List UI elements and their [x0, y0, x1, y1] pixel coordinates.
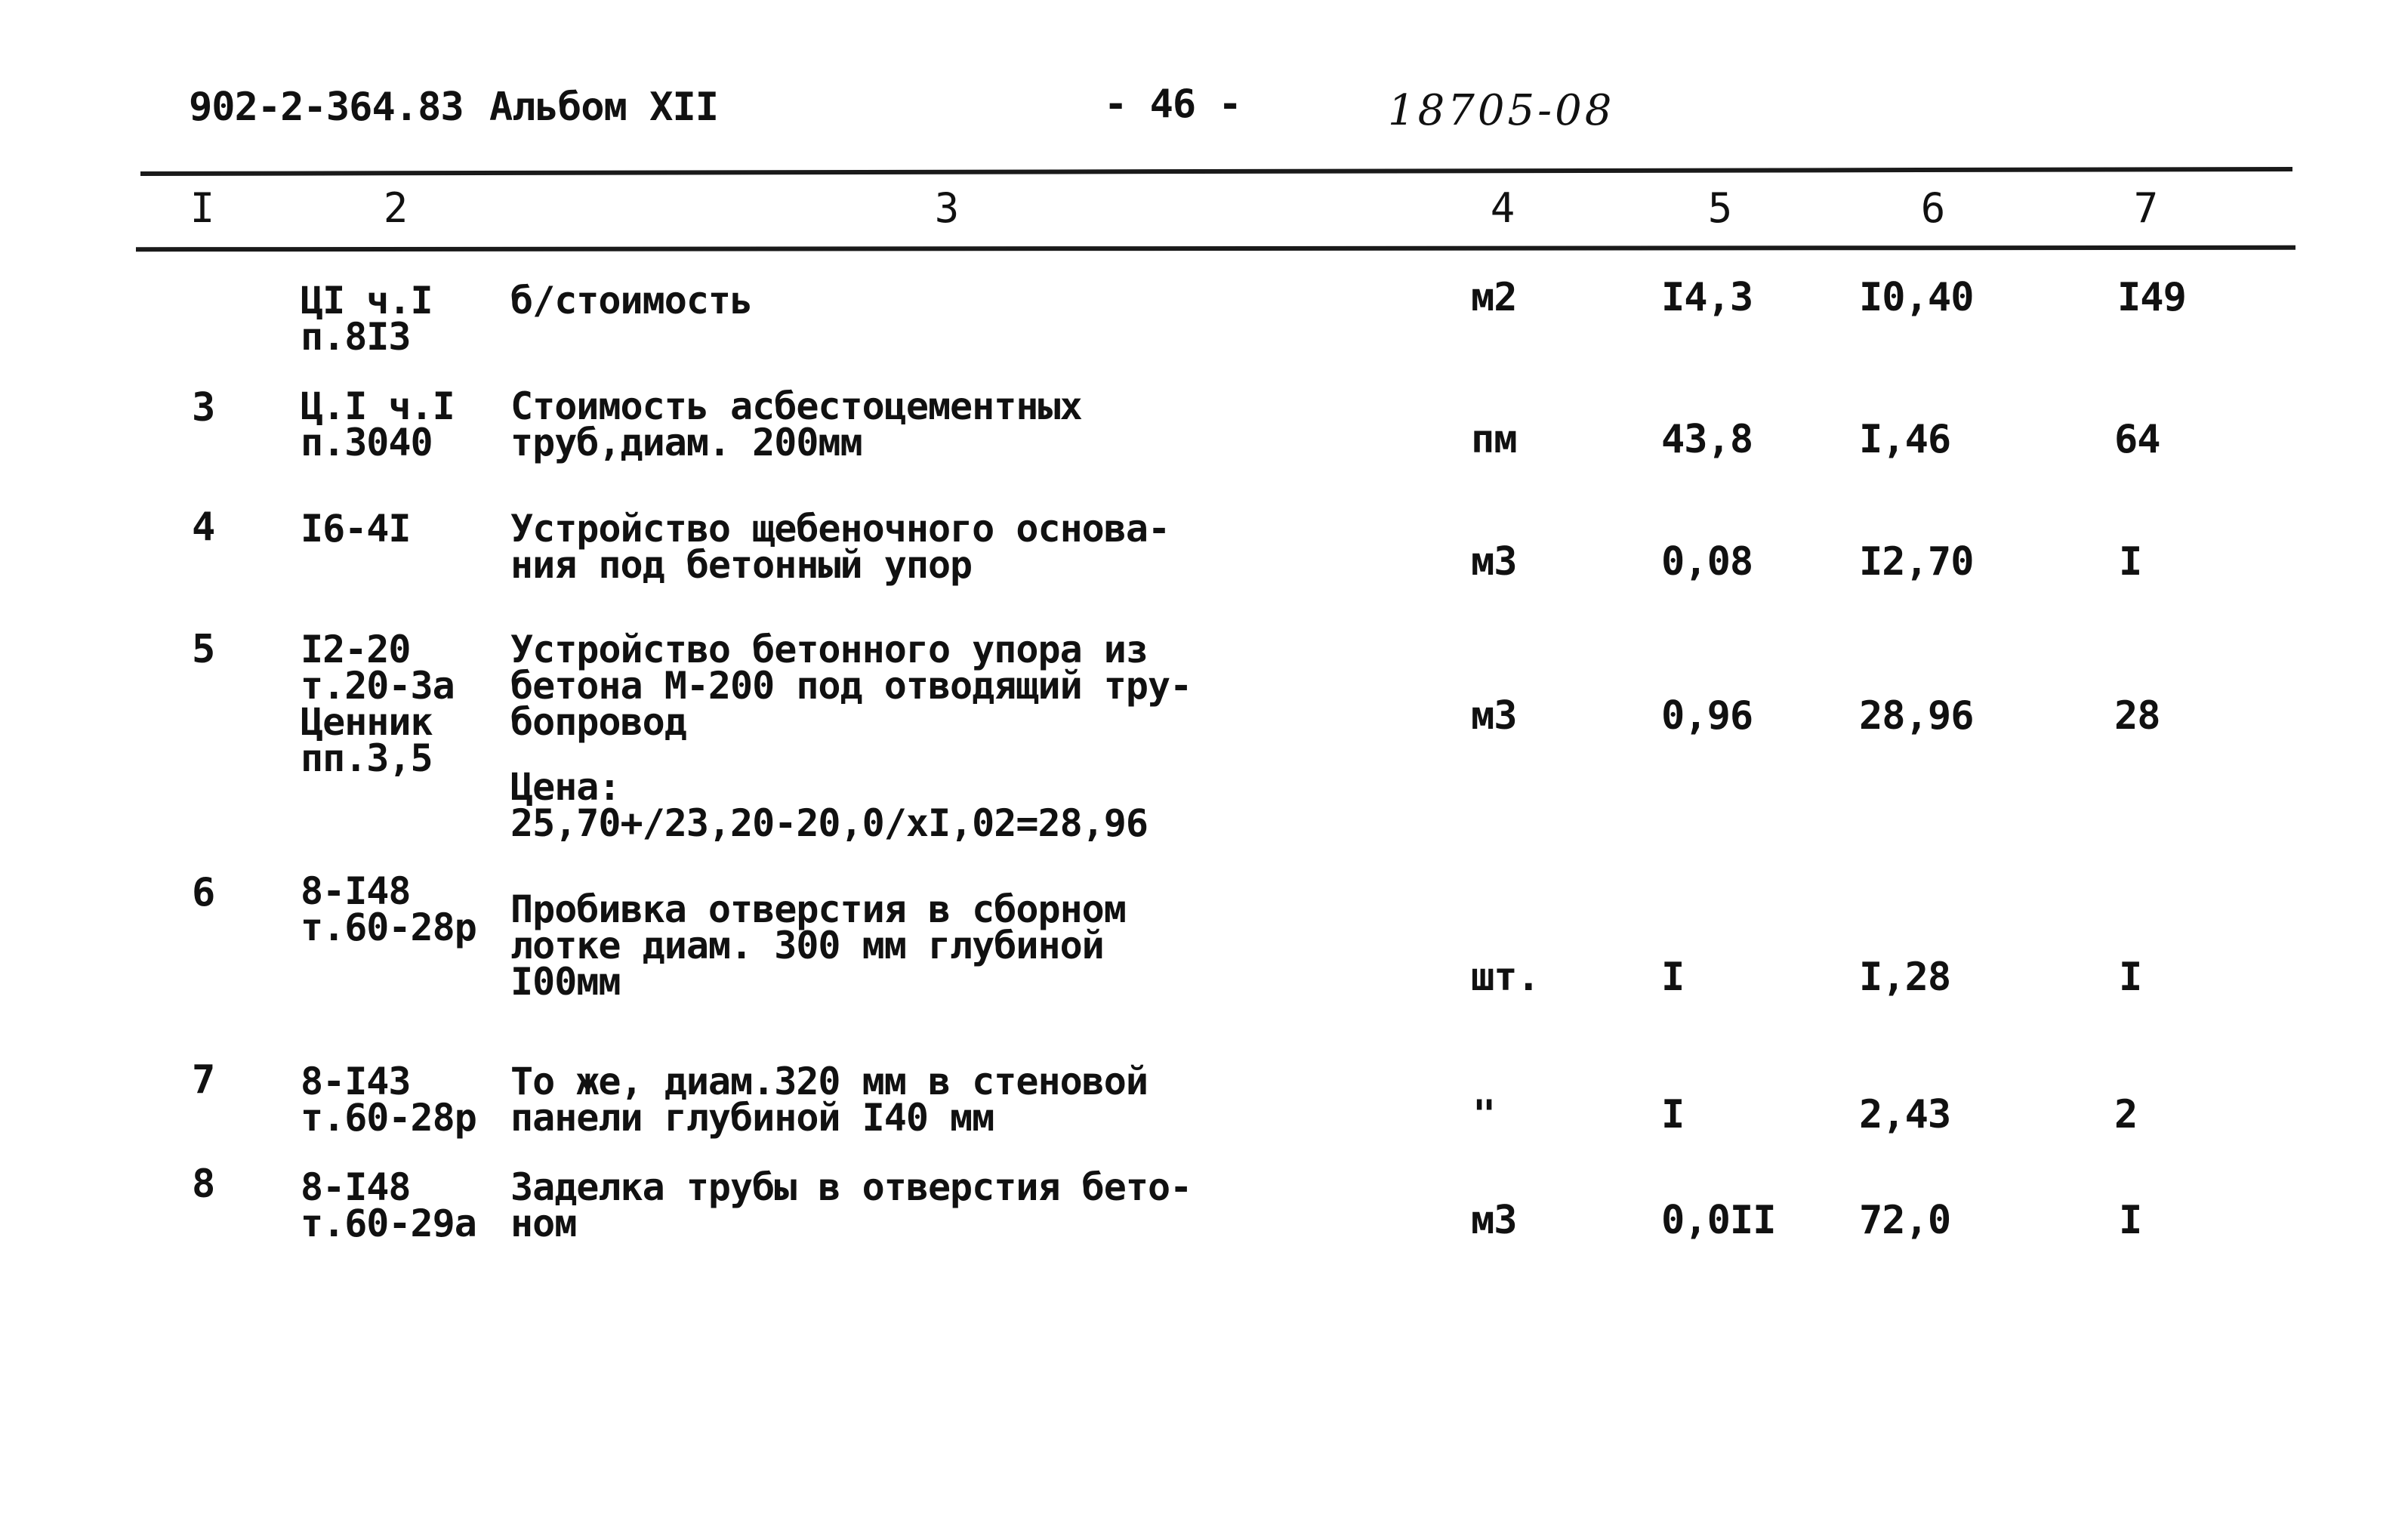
code-line: I2-20 [301, 628, 411, 671]
description-line: панели глубиной I40 мм [510, 1096, 994, 1140]
unit-cell: м3 [1471, 539, 1517, 585]
description-line: труб,диам. 200мм [510, 421, 862, 464]
description-line: I00мм [510, 960, 621, 1004]
table-row-description [510, 628, 1192, 744]
total-cell: 2 [2114, 1092, 2138, 1137]
column-number: 2 [383, 184, 409, 232]
code-line: I6-4I [301, 507, 411, 551]
handwritten-number: 18705-08 [1388, 86, 1615, 135]
description-line: бопровод [510, 700, 686, 744]
column-number: 3 [934, 184, 960, 232]
code-line: 8-I43 [301, 1060, 411, 1103]
code-line: т.60-29а [301, 1202, 476, 1245]
table-row-code [301, 507, 411, 551]
unit-cell: шт. [1471, 955, 1540, 1000]
column-number: 6 [1920, 184, 1946, 232]
row-number: 4 [192, 504, 215, 550]
price-note-line: 25,70+/23,20-20,0/хI,02=28,96 [510, 801, 1148, 845]
quantity-cell: I [1661, 955, 1685, 1000]
price-cell: I,28 [1859, 955, 1951, 1000]
table-row-description [510, 1165, 1192, 1245]
row-number: 8 [192, 1162, 215, 1207]
document-code: 902-2-364.83 [189, 85, 464, 130]
unit-cell: м3 [1471, 693, 1517, 739]
quantity-cell: 43,8 [1661, 417, 1753, 462]
price-cell: 2,43 [1859, 1092, 1951, 1137]
table-row-description [510, 279, 753, 322]
quantity-cell: 0,08 [1661, 539, 1753, 585]
price-cell: I,46 [1859, 417, 1951, 462]
quantity-cell: 0,0II [1661, 1198, 1776, 1243]
code-line: 8-I48 [301, 1165, 411, 1209]
total-cell: I [2119, 539, 2142, 585]
total-cell: I [2119, 955, 2142, 1000]
table-row-code [301, 279, 433, 359]
total-cell: I [2119, 1198, 2142, 1243]
description-line: То же, диам.320 мм в стеновой [510, 1060, 1148, 1103]
quantity-cell: I4,3 [1661, 275, 1753, 320]
price-cell: 72,0 [1859, 1198, 1951, 1243]
table-row-code [301, 1165, 476, 1245]
code-line: Ценник [301, 700, 433, 744]
code-line: т.60-28р [301, 1096, 476, 1140]
total-cell: 64 [2114, 417, 2160, 462]
description-line: лотке диам. 300 мм глубиной [510, 924, 1104, 967]
code-line: п.8I3 [301, 315, 411, 359]
code-line: т.60-28р [301, 906, 476, 949]
code-line: 8-I48 [301, 869, 411, 913]
price-cell: I0,40 [1859, 275, 1974, 320]
table-row-description [510, 887, 1126, 1004]
description-line: Устройство щебеночного основа- [510, 507, 1170, 551]
description-line: Заделка трубы в отверстия бето- [510, 1165, 1192, 1209]
column-number: 7 [2133, 184, 2159, 232]
code-line: Ц.I ч.I [301, 384, 455, 428]
table-row-code [301, 1060, 476, 1140]
total-cell: I49 [2117, 275, 2186, 320]
unit-cell: пм [1471, 417, 1517, 462]
unit-cell: м3 [1471, 1198, 1517, 1243]
code-line: п.3040 [301, 421, 433, 464]
description-line: б/стоимость [510, 279, 753, 322]
top-rule [140, 167, 2292, 176]
header-rule [136, 245, 2295, 251]
price-note [510, 765, 1148, 845]
table-row-code [301, 384, 455, 464]
table-row-description [510, 1060, 1148, 1140]
description-line: бетона М-200 под отводящий тру- [510, 664, 1192, 708]
column-number: 5 [1707, 184, 1733, 232]
price-cell: I2,70 [1859, 539, 1974, 585]
row-number: 7 [192, 1057, 215, 1103]
row-number: 3 [192, 385, 215, 430]
row-number: 5 [192, 627, 215, 672]
total-cell: 28 [2114, 693, 2160, 739]
unit-cell: м2 [1471, 275, 1517, 320]
code-line: т.20-3а [301, 664, 455, 708]
code-line: пп.3,5 [301, 736, 433, 780]
code-line: ЦI ч.I [301, 279, 433, 322]
description-line: Пробивка отверстия в сборном [510, 887, 1126, 931]
column-number: I [190, 184, 215, 232]
description-line: Стоимость асбестоцементных [510, 384, 1082, 428]
unit-cell: " [1472, 1092, 1496, 1137]
quantity-cell: I [1661, 1092, 1685, 1137]
description-line: ном [510, 1202, 577, 1245]
price-note-line: Цена: [510, 765, 621, 809]
quantity-cell: 0,96 [1661, 693, 1753, 739]
album-label: Альбом XII [489, 85, 719, 130]
table-row-code [301, 628, 455, 780]
page-number: - 46 - [1104, 82, 1241, 127]
price-cell: 28,96 [1859, 693, 1974, 739]
row-number: 6 [192, 870, 215, 915]
description-line: Устройство бетонного упора из [510, 628, 1148, 671]
table-row-code [301, 869, 476, 949]
column-number: 4 [1490, 184, 1515, 232]
table-row-description [510, 384, 1082, 464]
description-line: ния под бетонный упор [510, 543, 973, 587]
table-row-description [510, 507, 1170, 587]
